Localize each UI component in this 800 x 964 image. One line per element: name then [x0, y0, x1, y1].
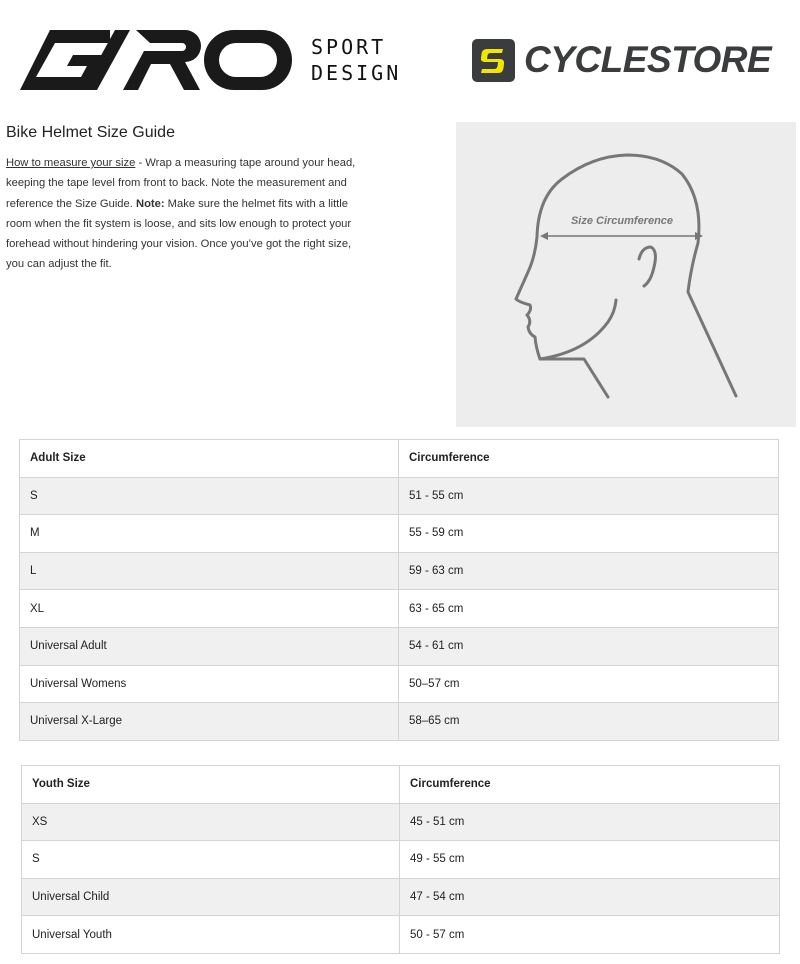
- cyclestore-s-icon: [472, 39, 515, 82]
- table-row: [22, 916, 780, 954]
- adult-size-header: Adult Size: [20, 440, 399, 478]
- circumference-cell: 49 - 55 cm: [400, 841, 780, 879]
- table-row: [20, 552, 779, 590]
- table-row: [22, 803, 780, 841]
- circumference-cell: 50 - 57 cm: [400, 916, 780, 954]
- size-cell: Universal Womens: [20, 665, 399, 703]
- cyclestore-wordmark: CYCLESTORE: [524, 39, 772, 80]
- giro-logo: [20, 30, 292, 90]
- table-row: [20, 627, 779, 665]
- circumference-cell: 59 - 63 cm: [399, 552, 779, 590]
- table-row: [20, 703, 779, 741]
- youth-size-header: Youth Size: [22, 766, 400, 804]
- size-cell: L: [20, 552, 399, 590]
- circumference-cell: 58–65 cm: [399, 703, 779, 741]
- table-row: [22, 878, 780, 916]
- tagline-line-2: DESIGN: [311, 61, 402, 85]
- instructions-text-2: Make sure the helmet fits with a little room when the fit system is loose, and sits low enough to protect your forehead without hindering your vision. Once you’ve got the right size, you can adjust the fit.: [6, 197, 352, 271]
- table-row: [20, 590, 779, 628]
- size-cell: Universal X-Large: [20, 703, 399, 741]
- instructions-text-1: - Wrap a measuring tape around your head, keeping the tape level from front to back. Note the measurement and reference the Size Guide.: [6, 157, 356, 210]
- table-row: [20, 515, 779, 553]
- youth-circumference-header: Circumference: [400, 766, 780, 804]
- size-cell: S: [22, 841, 400, 879]
- adult-size-table: [19, 439, 779, 741]
- diagram-label: Size Circumference: [570, 215, 674, 227]
- tagline-line-1: SPORT: [311, 35, 387, 59]
- head-measure-diagram: [456, 122, 796, 427]
- size-cell: Universal Adult: [20, 627, 399, 665]
- circumference-cell: 51 - 55 cm: [399, 477, 779, 515]
- circumference-cell: 45 - 51 cm: [400, 803, 780, 841]
- youth-table-header-row: [22, 766, 780, 804]
- circumference-cell: 50–57 cm: [399, 665, 779, 703]
- circumference-cell: 47 - 54 cm: [400, 878, 780, 916]
- how-to-measure-link[interactable]: How to measure your size: [6, 157, 136, 169]
- circumference-cell: 54 - 61 cm: [399, 627, 779, 665]
- youth-size-table: [21, 765, 780, 954]
- adult-circumference-header: Circumference: [399, 440, 779, 478]
- table-row: [20, 665, 779, 703]
- size-cell: XS: [22, 803, 400, 841]
- page-title: Bike Helmet Size Guide: [6, 124, 175, 141]
- size-cell: Universal Youth: [22, 916, 400, 954]
- table-row: [22, 841, 780, 879]
- size-cell: M: [20, 515, 399, 553]
- circumference-cell: 63 - 65 cm: [399, 590, 779, 628]
- brand-tagline: [311, 34, 421, 86]
- circumference-cell: 55 - 59 cm: [399, 515, 779, 553]
- table-row: [20, 477, 779, 515]
- cyclestore-logo: [472, 38, 771, 82]
- note-label: Note:: [135, 197, 165, 210]
- adult-table-header-row: [20, 440, 779, 478]
- size-cell: Universal Child: [22, 878, 400, 916]
- size-cell: XL: [20, 590, 399, 628]
- measure-instructions: [6, 153, 364, 275]
- size-cell: S: [20, 477, 399, 515]
